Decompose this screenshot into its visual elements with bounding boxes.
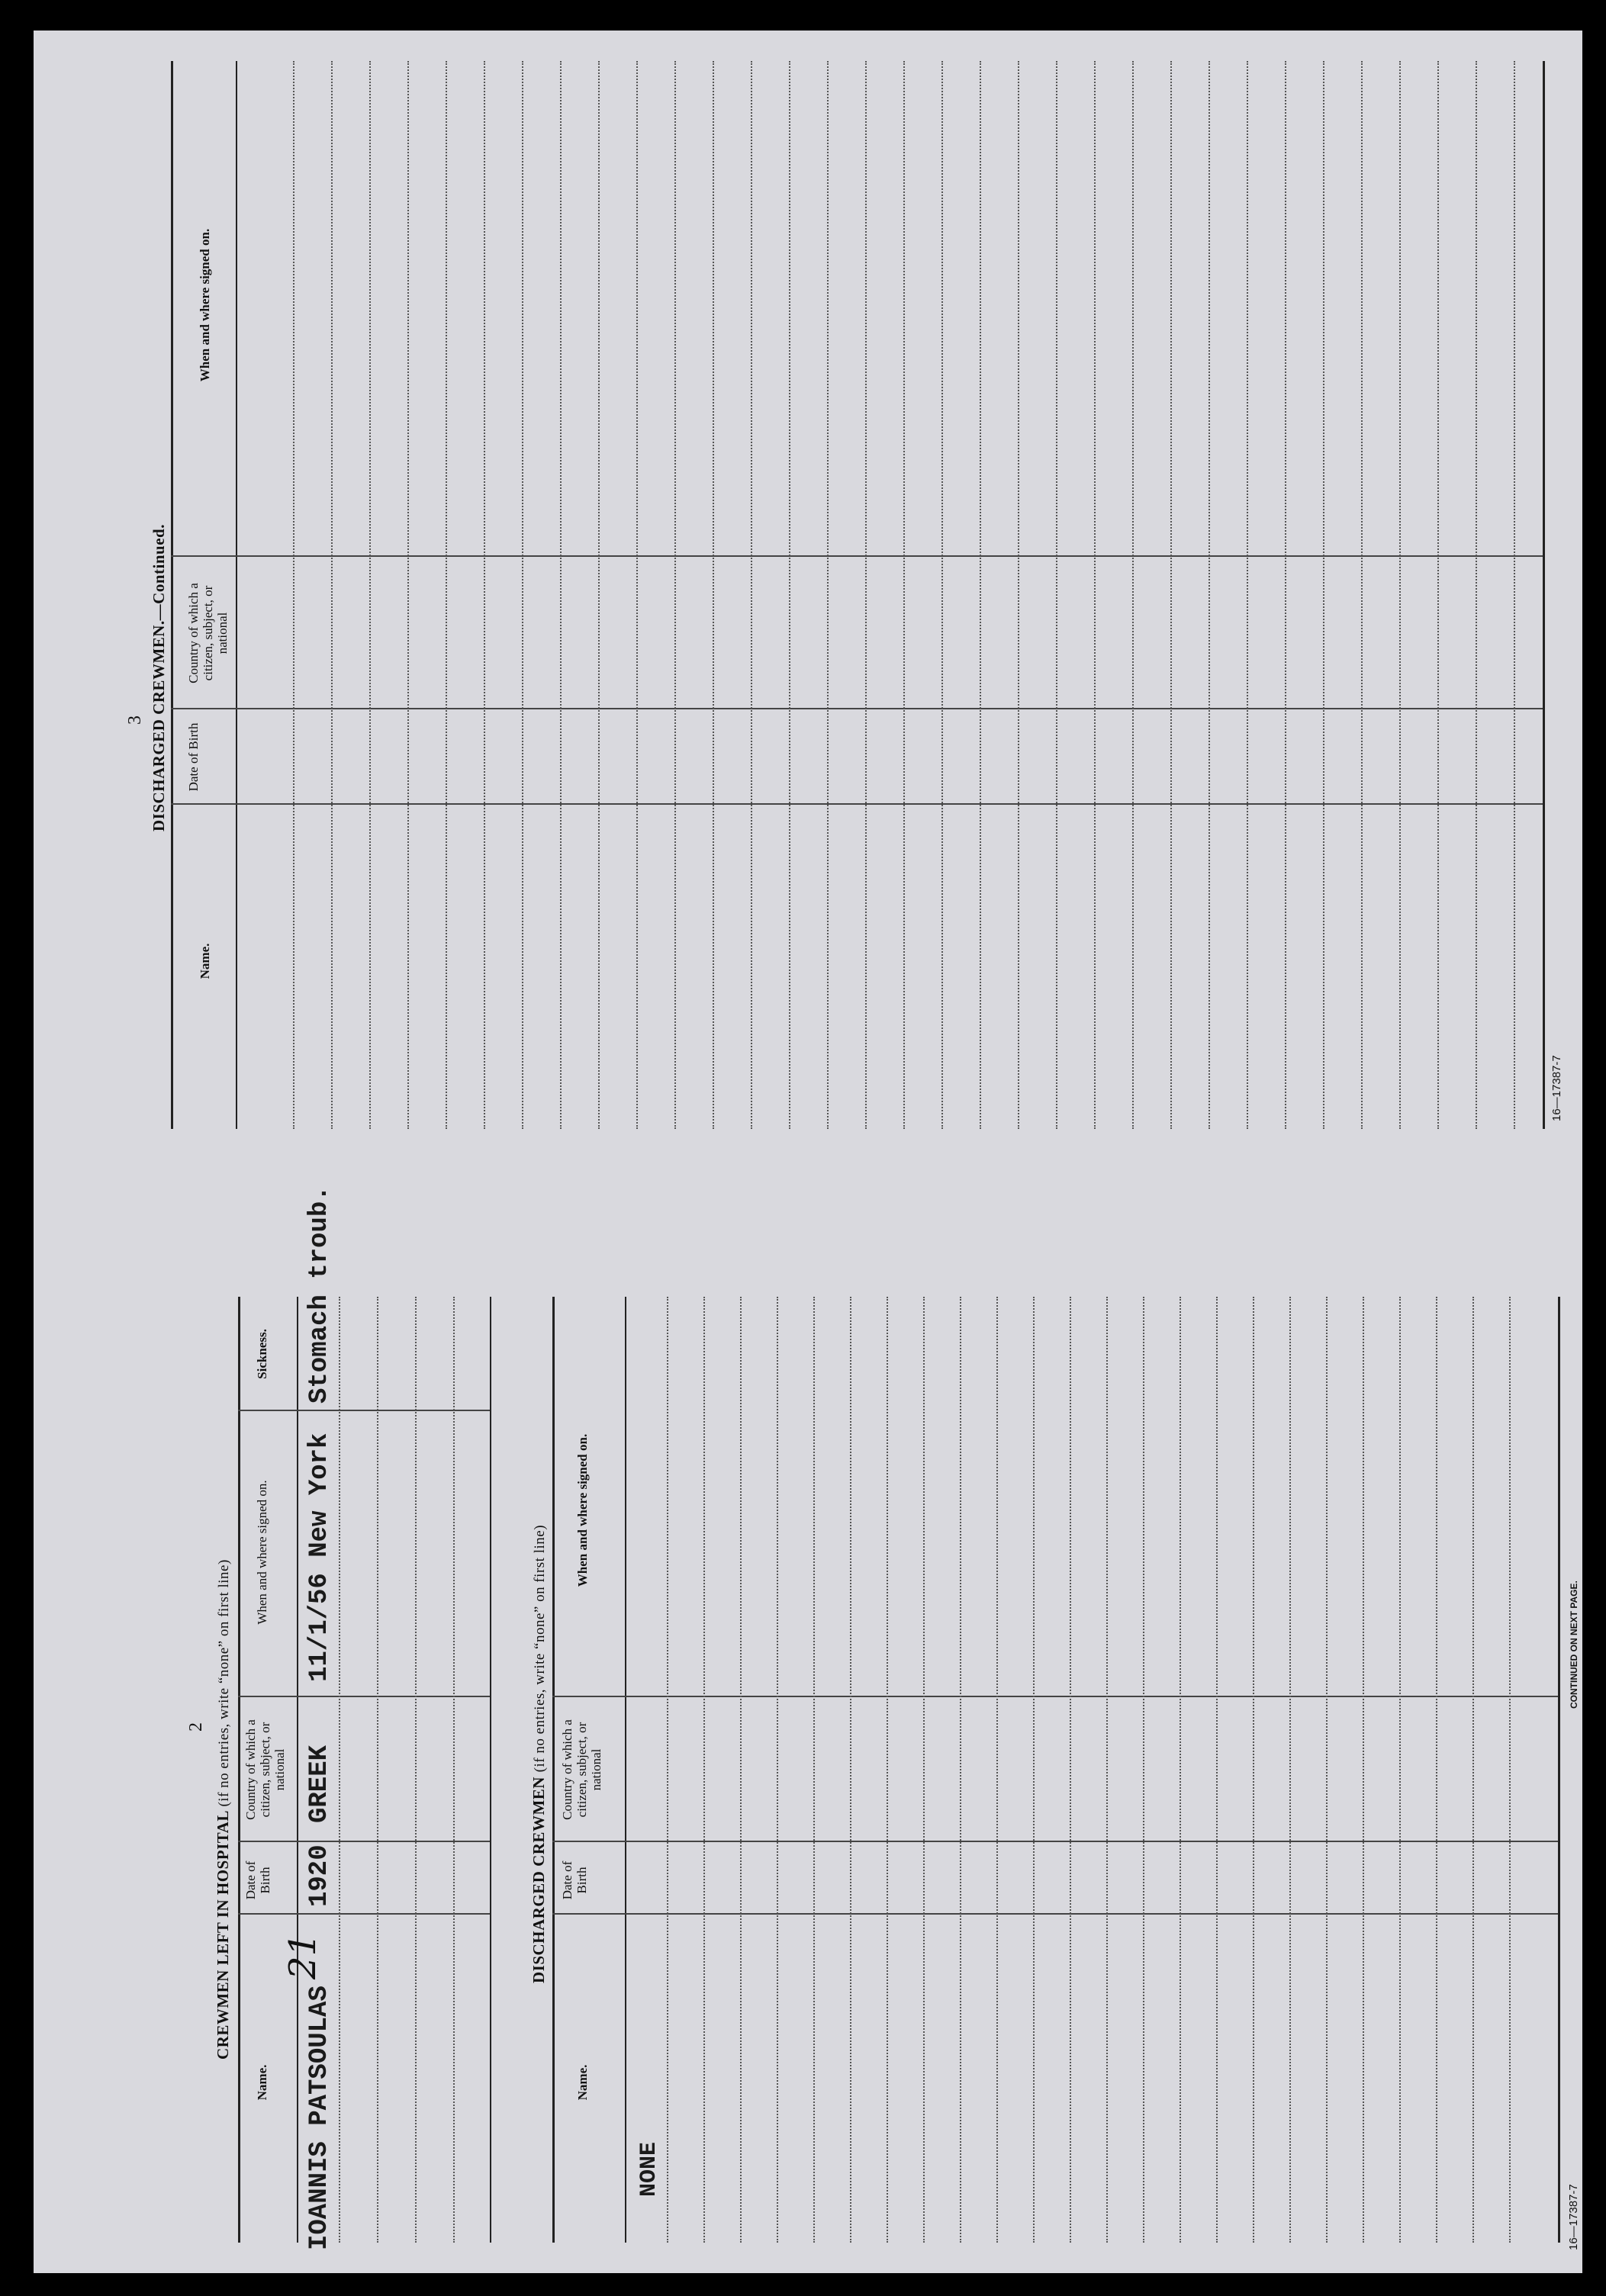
table-row xyxy=(522,61,523,1129)
hospital-title-text: CREWMEN LEFT IN HOSPITAL xyxy=(214,1811,232,2060)
table-row xyxy=(560,61,562,1129)
hospital-section-title xyxy=(214,1559,233,2060)
table-row xyxy=(941,61,943,1129)
column-divider xyxy=(238,1410,490,1411)
table-row xyxy=(903,61,905,1129)
entry-signed: 11/1/56 New York xyxy=(305,1433,334,1682)
header-signed: When and where signed on. xyxy=(575,1433,590,1587)
page-number: 2 xyxy=(186,1722,206,1732)
column-divider xyxy=(238,1696,490,1697)
table-row xyxy=(1514,61,1515,1129)
table-row xyxy=(1509,1297,1511,2243)
page-number: 3 xyxy=(125,715,145,725)
table-row xyxy=(1143,1297,1144,2243)
table-row xyxy=(446,61,447,1129)
table-bottom-border xyxy=(1543,61,1545,1129)
table-row xyxy=(1285,61,1286,1129)
header-name: Name. xyxy=(255,2064,269,2101)
table-row xyxy=(667,1297,668,2243)
header-country: Country of which a citizen, subject, or national xyxy=(186,583,230,683)
table-row xyxy=(960,1297,961,2243)
page-2 xyxy=(34,1152,1582,2273)
table-row xyxy=(1056,61,1057,1129)
table-row xyxy=(1361,61,1363,1129)
form-number: 16—17387-7 xyxy=(1567,2184,1580,2250)
table-row xyxy=(1247,61,1248,1129)
discharged-title-text: DISCHARGED CREWMEN xyxy=(529,1777,548,1983)
table-row xyxy=(887,1297,888,2243)
header-country: Country of which a citizen, subject, or national xyxy=(560,1719,603,1820)
table-row xyxy=(813,1297,815,2243)
table-row xyxy=(1216,1297,1218,2243)
handwritten-mark: 21 xyxy=(282,1932,324,1979)
column-divider xyxy=(171,555,1544,557)
table-row xyxy=(1094,61,1096,1129)
table-row xyxy=(703,1297,705,2243)
table-row xyxy=(740,1297,742,2243)
table-bottom-border xyxy=(490,1297,491,2243)
entry-dob: 1920 xyxy=(305,1844,334,1907)
header-dob: Date of Birth xyxy=(243,1860,272,1900)
table-row xyxy=(1180,1297,1181,2243)
column-divider xyxy=(171,708,1544,709)
header-signed: When and where signed on. xyxy=(255,1480,269,1625)
document-sheet xyxy=(34,31,1582,2273)
table-row xyxy=(484,61,485,1129)
column-divider xyxy=(171,803,1544,805)
form-number: 16—17387-7 xyxy=(1550,1055,1563,1121)
table-row xyxy=(339,1297,340,2243)
table-row xyxy=(1253,1297,1254,2243)
table-row xyxy=(1033,1297,1035,2243)
table-header-border xyxy=(625,1297,626,2243)
table-top-border xyxy=(552,1297,555,2243)
discharged-section-title xyxy=(529,1525,549,1983)
table-row xyxy=(1209,61,1210,1129)
table-row xyxy=(850,1297,851,2243)
table-row xyxy=(1436,1297,1437,2243)
table-row xyxy=(674,61,676,1129)
continued-note: CONTINUED ON NEXT PAGE. xyxy=(1569,1581,1579,1709)
header-dob: Date of Birth xyxy=(186,722,201,792)
table-row xyxy=(1132,61,1134,1129)
table-row xyxy=(1289,1297,1291,2243)
table-row xyxy=(293,61,294,1129)
table-row xyxy=(377,1297,378,2243)
discharged-title-note: (if no entries, write “none” on first line) xyxy=(532,1524,548,1773)
table-top-border xyxy=(171,61,173,1129)
table-row xyxy=(1363,1297,1364,2243)
discharged-continued-title: DISCHARGED CREWMEN.—Continued. xyxy=(150,524,168,831)
table-row xyxy=(453,1297,455,2243)
entry-name: IOANNIS PATSOULAS xyxy=(305,1986,334,2250)
table-row xyxy=(1399,1297,1401,2243)
table-row xyxy=(1399,61,1401,1129)
table-row xyxy=(1018,61,1019,1129)
header-dob: Date of Birth xyxy=(560,1860,589,1900)
table-row xyxy=(827,61,829,1129)
table-row xyxy=(777,1297,778,2243)
table-row xyxy=(789,61,790,1129)
table-row xyxy=(923,1297,925,2243)
header-name: Name. xyxy=(575,2064,590,2101)
entry-country: GREEK xyxy=(305,1745,334,1823)
header-name: Name. xyxy=(198,943,212,979)
table-bottom-border xyxy=(1558,1297,1560,2243)
table-row xyxy=(1437,61,1439,1129)
header-sickness: Sickness. xyxy=(255,1329,269,1379)
header-signed: When and where signed on. xyxy=(198,228,212,382)
table-top-border xyxy=(238,1297,240,2243)
table-row xyxy=(1476,61,1477,1129)
table-header-border xyxy=(236,61,237,1129)
table-row xyxy=(415,1297,417,2243)
hospital-title-note: (if no entries, write “none” on first line) xyxy=(216,1559,232,1807)
table-row xyxy=(1106,1297,1108,2243)
entry-none: NONE xyxy=(636,2141,662,2197)
table-row xyxy=(996,1297,998,2243)
table-row xyxy=(980,61,981,1129)
table-row xyxy=(331,61,333,1129)
table-row xyxy=(713,61,714,1129)
rotated-page-spread xyxy=(34,31,1582,2273)
table-row xyxy=(636,61,638,1129)
column-divider xyxy=(238,1841,490,1842)
table-row xyxy=(1323,61,1324,1129)
table-row xyxy=(1326,1297,1328,2243)
entry-sickness: Stomach troub. xyxy=(305,1185,334,1404)
table-row xyxy=(407,61,409,1129)
table-row xyxy=(598,61,600,1129)
header-country: Country of which a citizen, subject, or national xyxy=(243,1719,287,1820)
column-divider xyxy=(238,1913,490,1915)
table-row xyxy=(865,61,867,1129)
page-3 xyxy=(34,31,1582,1152)
table-header-border xyxy=(297,1297,298,2243)
table-row xyxy=(369,61,371,1129)
table-row xyxy=(751,61,752,1129)
table-row xyxy=(1070,1297,1071,2243)
table-row xyxy=(1472,1297,1474,2243)
table-row xyxy=(1170,61,1172,1129)
